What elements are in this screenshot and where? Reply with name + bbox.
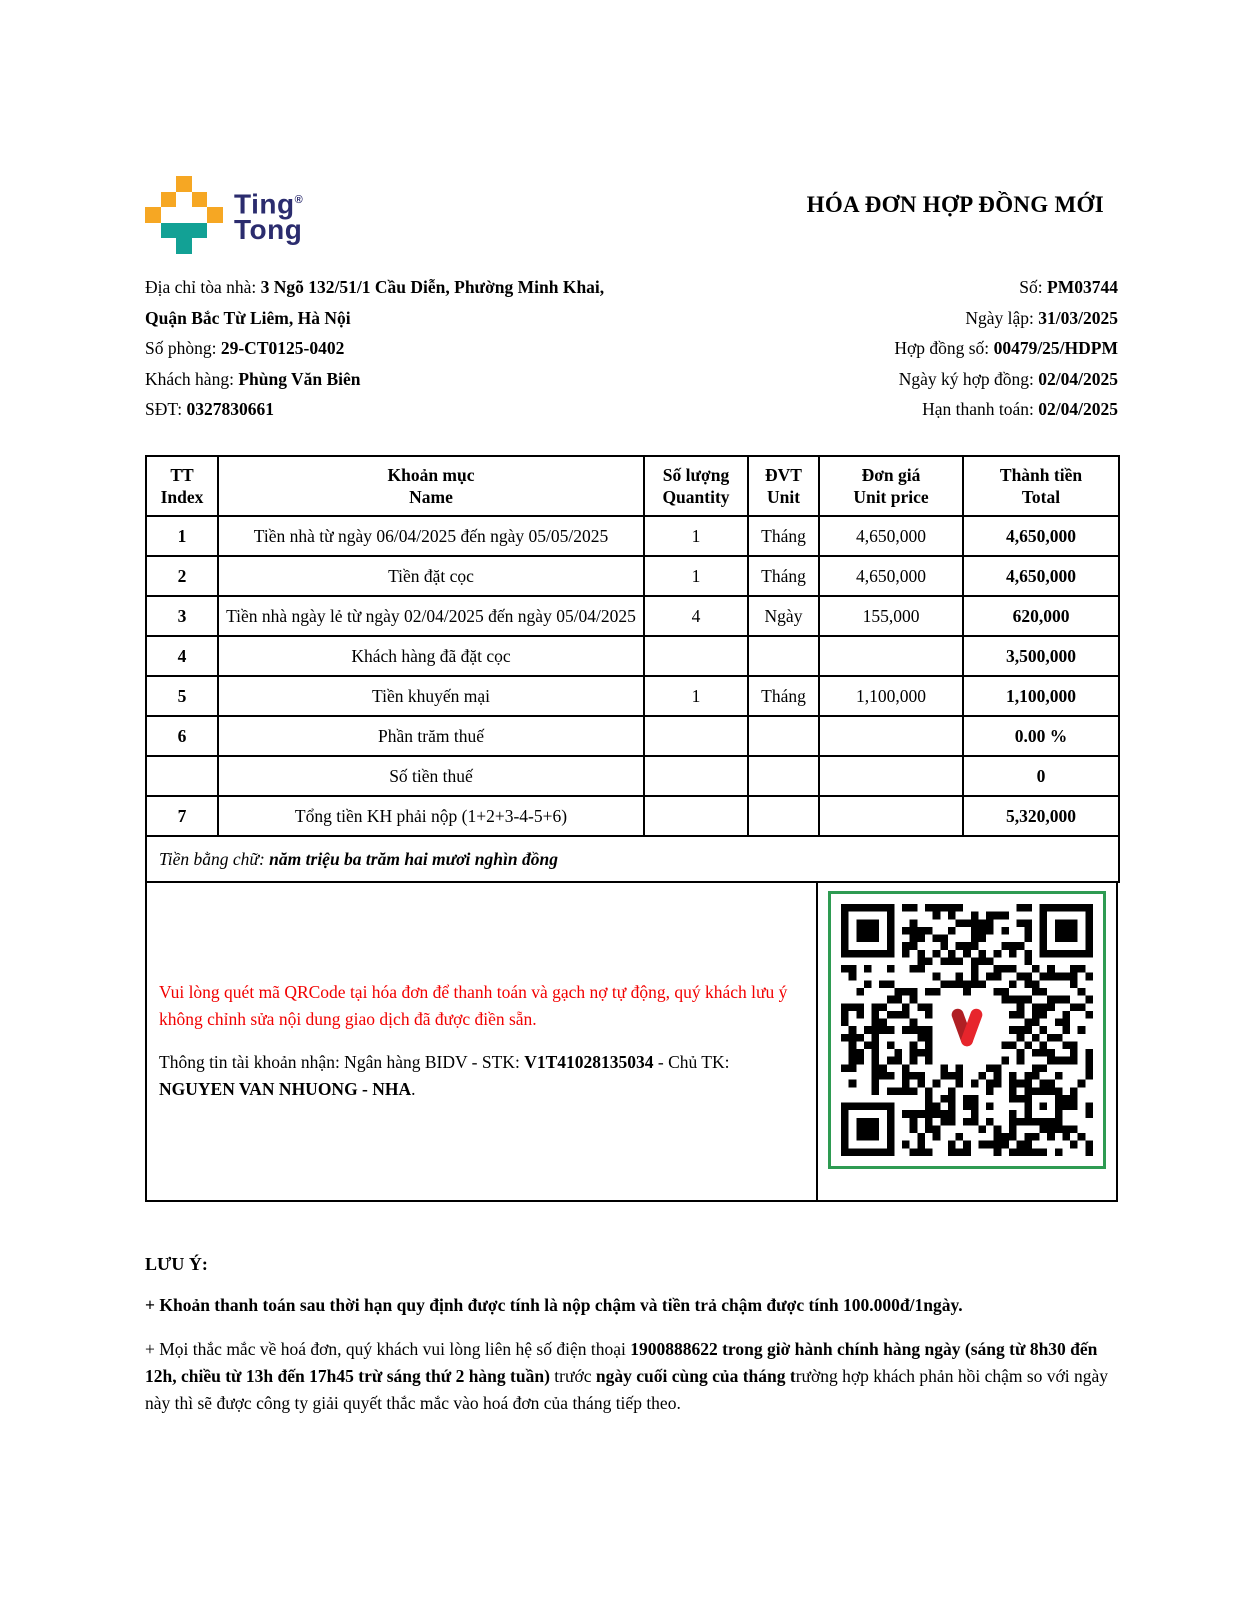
line-items-table	[145, 455, 1120, 883]
customer-phone: SĐT: 0327830661	[145, 399, 274, 419]
table-header-row	[146, 456, 1119, 516]
table-row: 4 Khách hàng đã đặt cọc 3,500,000	[146, 636, 1119, 676]
qr-code	[841, 904, 1093, 1156]
notes-heading: LƯU Ý:	[145, 1253, 208, 1274]
table-row: 6 Phần trăm thuế 0.00 %	[146, 716, 1119, 756]
contract-sign-date: Ngày ký hợp đồng: 02/04/2025	[898, 368, 1118, 389]
building-address-line2: Quận Bắc Từ Liêm, Hà Nội	[145, 307, 351, 328]
registered-mark: ®	[294, 193, 304, 206]
header	[145, 0, 1118, 254]
brand-line1: Ting	[234, 188, 295, 220]
invoice-content	[145, 0, 1118, 1417]
table-row: Số tiền thuế 0	[146, 756, 1119, 796]
table-row: 7 Tổng tiền KH phải nộp (1+2+3-4-5+6) 5,320,000	[146, 796, 1119, 836]
qr-cell	[816, 883, 1116, 1200]
col-unit: ĐVT Unit	[748, 456, 819, 516]
building-address-line1: Địa chỉ tòa nhà: 3 Ngõ 132/51/1 Cầu Diễn, Phường Minh Khai,	[145, 277, 605, 297]
col-quantity: Số lượng Quantity	[644, 456, 748, 516]
tingtong-pixel-arrow-icon	[145, 176, 223, 254]
table-row: 1 Tiền nhà từ ngày 06/04/2025 đến ngày 05/05/2025 1 Tháng 4,650,000 4,650,000	[146, 516, 1119, 556]
account-holder: NGUYEN VAN NHUONG - NHA	[159, 1079, 412, 1099]
table-row: 5 Tiền khuyến mại 1 Tháng 1,100,000 1,100,000	[146, 676, 1119, 716]
account-number: V1T41028135034	[524, 1052, 654, 1072]
col-index: TT Index	[146, 456, 218, 516]
tingtong-logo	[145, 176, 303, 254]
qr-payment-notice: Vui lòng quét mã QRCode tại hóa đơn để thanh toán và gạch nợ tự động, quý khách lưu ý không chỉnh sửa nội dung giao dịch đã được điền sẵn.	[159, 982, 788, 1029]
col-name: Khoản mục Name	[218, 456, 644, 516]
col-total: Thành tiền Total	[963, 456, 1119, 516]
contract-number: Hợp đồng số: 00479/25/HDPM	[894, 338, 1118, 358]
col-unit-price: Đơn giá Unit price	[819, 456, 963, 516]
notes-section	[145, 1254, 1118, 1417]
table-row: 2 Tiền đặt cọc 1 Tháng 4,650,000 4,650,000	[146, 556, 1119, 596]
payment-box	[145, 881, 1118, 1202]
room-number: Số phòng: 29-CT0125-0402	[145, 338, 345, 358]
page-title: HÓA ĐƠN HỢP ĐỒNG MỚI	[806, 192, 1104, 217]
amount-in-words-label: Tiền bằng chữ:	[159, 848, 270, 869]
issue-date: Ngày lập: 31/03/2025	[965, 307, 1118, 328]
vietqr-v-icon	[941, 1002, 993, 1057]
tingtong-wordmark	[234, 187, 304, 246]
brand-line2: Tong	[234, 214, 303, 246]
amount-in-words-value: năm triệu ba trăm hai mươi nghìn đồng	[269, 848, 558, 869]
late-payment-note: + Khoản thanh toán sau thời hạn quy định được tính là nộp chậm và tiền trả chậm được tính 100.000đ/1ngày.	[145, 1294, 963, 1315]
payment-due-date: Hạn thanh toán: 02/04/2025	[922, 399, 1118, 419]
invoice-info	[145, 272, 1118, 425]
hotline-number: 1900888622 trong giờ hành chính hàng ngày (sáng từ 8h30 đến 12h, chiều từ 13h đến 17h45 trừ sáng thứ 2 hàng tuần)	[145, 1338, 1098, 1386]
invoice-meta	[894, 272, 1118, 425]
customer-info	[145, 272, 604, 425]
table-row: 3 Tiền nhà ngày lẻ từ ngày 02/04/2025 đến ngày 05/04/2025 4 Ngày 155,000 620,000	[146, 596, 1119, 636]
payment-instructions	[147, 883, 816, 1200]
invoice-number: Số: PM03744	[1019, 277, 1118, 297]
qr-frame	[828, 891, 1106, 1169]
customer-name: Khách hàng: Phùng Văn Biên	[145, 368, 361, 389]
amount-in-words-row	[146, 836, 1119, 882]
hotline-note: + Mọi thắc mắc về hoá đơn, quý khách vui lòng liên hệ số điện thoại 1900888622 trong giờ hành chính hàng ngày (sáng từ 8h30 đến 12h, chiều từ 13h đến 17h45 trừ sáng thứ 2 hàng tuần) trước ngày cuối cùng của tháng trường hợp khách phản hồi chậm so với ngày này thì sẽ được công ty giải quyết thắc mắc vào hoá đơn của tháng tiếp theo.	[145, 1338, 1109, 1413]
bank-account-info: Thông tin tài khoản nhận: Ngân hàng BIDV - STK: V1T41028135034 - Chủ TK: NGUYEN VAN NHUONG - NHA.	[159, 1052, 730, 1099]
